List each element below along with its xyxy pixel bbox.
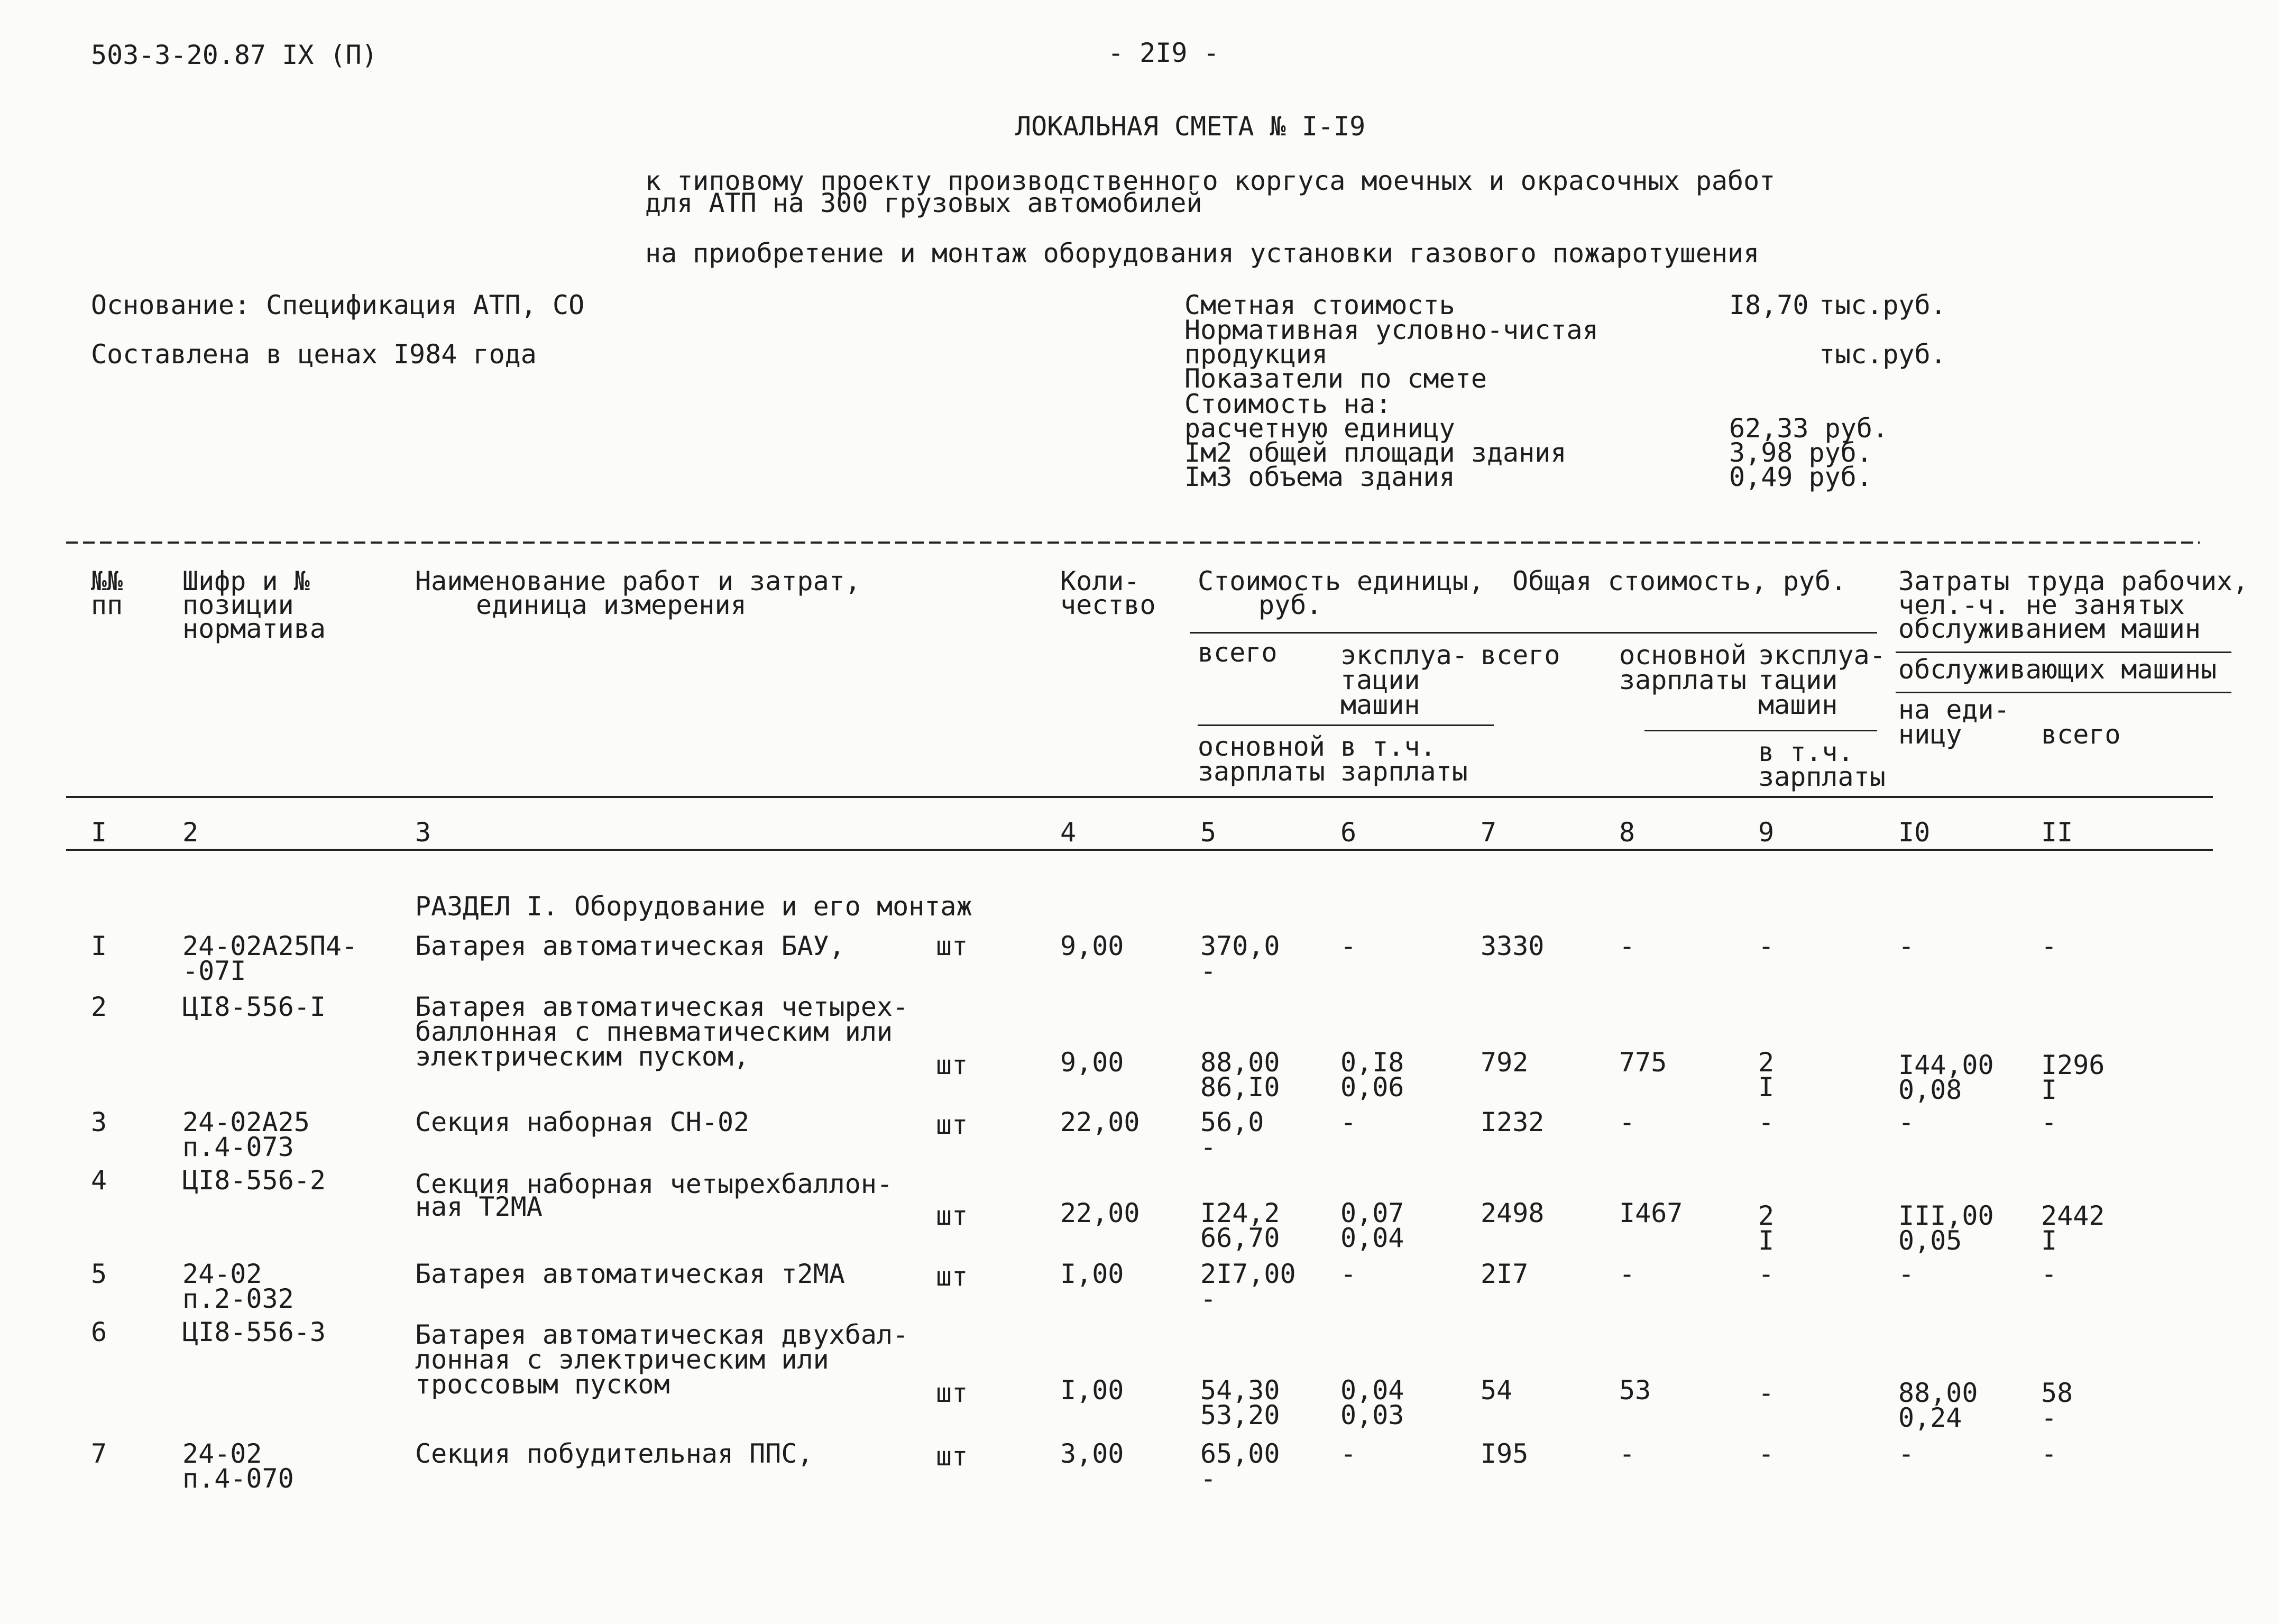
row-labor-unit: - — [1898, 1438, 1915, 1469]
cost-value: I8,70 — [1729, 290, 1809, 320]
row-unit-expl-salary: 0,04 — [1340, 1223, 1404, 1253]
row-qty: 22,00 — [1060, 1107, 1140, 1137]
row-total-salary: 775 — [1619, 1047, 1667, 1078]
row-unit-salary: 66,70 — [1200, 1223, 1280, 1253]
labor-header-underline — [1896, 652, 2231, 653]
row-labor-total: - — [2041, 1438, 2057, 1469]
header-bottom-rule — [66, 796, 2213, 798]
row-unit-expl: 0,04 — [1340, 1375, 1404, 1406]
col-header-labor-2: чел.-ч. не занятых — [1898, 590, 2185, 620]
row-labor-unit: I44,00 — [1898, 1050, 1994, 1080]
row-code: 24-02 — [182, 1259, 262, 1289]
row-unit-salary: - — [1200, 1132, 1217, 1162]
row-unit-total: I24,2 — [1200, 1198, 1280, 1228]
row-unit: шт — [936, 931, 968, 961]
col-header-10-per-unit-2: ницу — [1898, 719, 1962, 750]
labor-subheader-underline — [1896, 692, 2231, 693]
row-name-2: баллонная с пневматическим или — [415, 1016, 893, 1047]
row-labor-total-machines: - — [2041, 1402, 2057, 1433]
row-unit-total: 56,0 — [1200, 1107, 1264, 1137]
column-numbers-rule — [66, 849, 2213, 851]
row-labor-unit-machines: 0,05 — [1898, 1225, 1962, 1256]
indicators-label: Показатели по смете — [1184, 363, 1487, 394]
row-name: Батарея автоматическая БАУ, — [415, 931, 845, 961]
col-header-code: Шифр и № — [182, 566, 310, 597]
row-total: 3330 — [1481, 931, 1545, 961]
row-unit-total: 2I7,00 — [1200, 1259, 1296, 1289]
row-name: Батарея автоматическая двухбал- — [415, 1319, 909, 1350]
row-unit: шт — [936, 1378, 968, 1408]
col-number: 7 — [1481, 817, 1497, 848]
row-name-3: троссовым пуском — [415, 1369, 670, 1400]
row-unit-total: 88,00 — [1200, 1047, 1280, 1078]
col-header-9-expl-2: тации — [1758, 665, 1838, 695]
row-unit-expl: 0,07 — [1340, 1198, 1404, 1228]
col-header-qty-2: чество — [1060, 590, 1156, 620]
row-total-salary: I467 — [1619, 1198, 1683, 1228]
col-number: 3 — [415, 817, 431, 848]
section-title: РАЗДЕЛ I. Оборудование и его монтаж — [415, 891, 972, 922]
row-name: Секция наборная СН-02 — [415, 1107, 750, 1137]
col-header-total-cost: Общая стоимость, руб. — [1512, 566, 1847, 597]
col-header-5-total: всего — [1198, 637, 1278, 668]
row-total-expl-salary: I — [1758, 1225, 1775, 1256]
row-number: 2 — [91, 992, 107, 1022]
row-number: 4 — [91, 1165, 107, 1196]
row-total: 2I7 — [1481, 1259, 1529, 1289]
row-qty: I,00 — [1060, 1259, 1124, 1289]
col-header-10-per-unit: на еди- — [1898, 694, 2010, 725]
row-name: Секция побудительная ППС, — [415, 1438, 813, 1469]
row-unit-total: 370,0 — [1200, 931, 1280, 961]
col-header-number-2: пп — [91, 590, 123, 620]
row-labor-unit: III,00 — [1898, 1200, 1994, 1231]
col-number: II — [2041, 817, 2073, 848]
unit-label: расчетную единицу — [1184, 413, 1455, 444]
cost-per-label: Стоимость на: — [1184, 389, 1392, 419]
row-labor-total: 58 — [2041, 1378, 2073, 1408]
row-total-expl: - — [1758, 1438, 1775, 1469]
row-labor-unit-machines: 0,24 — [1898, 1402, 1962, 1433]
col-header-code-3: норматива — [182, 613, 326, 644]
row-number: 5 — [91, 1259, 107, 1289]
norm-label-1: Нормативная условно-чистая — [1184, 315, 1598, 345]
norm-label-2: продукция — [1184, 339, 1328, 370]
col-header-6-incl: в т.ч. — [1340, 731, 1436, 762]
col-header-labor-3: обслуживанием машин — [1898, 613, 2201, 644]
unit-value: 62,33 руб. — [1729, 413, 1889, 444]
col-header-5-salary: основной — [1198, 731, 1325, 762]
row-unit: шт — [936, 1109, 968, 1140]
row-unit-salary: - — [1200, 1463, 1217, 1494]
row-unit-expl: 0,I8 — [1340, 1047, 1404, 1078]
col-header-unit-cost: Стоимость единицы, — [1198, 566, 1484, 597]
row-unit: шт — [936, 1050, 968, 1080]
row-code-2: п.4-070 — [182, 1463, 294, 1494]
col-header-name: Наименование работ и затрат, — [415, 566, 861, 597]
unit-cost-split-rule — [1198, 724, 1494, 726]
row-name: Батарея автоматическая т2МА — [415, 1259, 845, 1289]
col-header-labor: Затраты труда рабочих, — [1898, 566, 2249, 597]
row-total-expl: - — [1758, 931, 1775, 961]
col-header-11-total: всего — [2041, 719, 2121, 750]
col-number: 8 — [1619, 817, 1635, 848]
col-header-8-salary-2: зарплаты — [1619, 665, 1747, 695]
row-labor-total: 2442 — [2041, 1200, 2105, 1231]
row-number: 6 — [91, 1317, 107, 1347]
row-qty: 22,00 — [1060, 1198, 1140, 1228]
col-number: I — [91, 817, 107, 848]
row-labor-total-machines: I — [2041, 1075, 2057, 1105]
cost-unit: тыс.руб. — [1819, 290, 1946, 320]
subtitle-line-3: на приобретение и монтаж оборудования установки газового пожаротушения — [645, 238, 1760, 269]
col-number: 6 — [1340, 817, 1357, 848]
row-unit-expl: - — [1340, 1107, 1357, 1137]
row-name: Секция наборная четырехбаллон- — [415, 1169, 893, 1199]
col-header-6-expl-2: тации — [1340, 665, 1420, 695]
row-unit-salary: 86,I0 — [1200, 1072, 1280, 1103]
col-header-labor-4: обслуживающих машины — [1898, 654, 2217, 685]
row-total: 54 — [1481, 1375, 1513, 1406]
row-code-2: п.2-032 — [182, 1283, 294, 1314]
page-title: ЛОКАЛЬНАЯ СМЕТА № I-I9 — [1015, 111, 1366, 142]
row-code: ЦI8-556-2 — [182, 1165, 326, 1196]
row-code: ЦI8-556-I — [182, 992, 326, 1022]
row-labor-unit: - — [1898, 931, 1915, 961]
col-header-5-salary-2: зарплаты — [1198, 756, 1325, 787]
cost-label: Сметная стоимость — [1184, 290, 1455, 320]
row-total-salary: - — [1619, 931, 1635, 961]
row-qty: I,00 — [1060, 1375, 1124, 1406]
row-code: 24-02А25П4- — [182, 931, 358, 961]
prices-year-line: Составлена в ценах I984 года — [91, 339, 537, 370]
row-name-3: электрическим пуском, — [415, 1041, 750, 1072]
basis-line: Основание: Спецификация АТП, СО — [91, 290, 585, 320]
row-total-expl: - — [1758, 1259, 1775, 1289]
doc-code: 503-3-20.87 IX (П) — [91, 40, 378, 70]
volume-label: Iм3 объема здания — [1184, 462, 1455, 492]
col-header-code-2: позиции — [182, 590, 294, 620]
row-code: ЦI8-556-3 — [182, 1317, 326, 1347]
row-unit: шт — [936, 1200, 968, 1231]
row-unit: шт — [936, 1261, 968, 1292]
col-number: 4 — [1060, 817, 1077, 848]
col-header-9-incl: в т.ч. — [1758, 737, 1854, 767]
row-labor-unit: 88,00 — [1898, 1378, 1978, 1408]
area-label: Iм2 общей площади здания — [1184, 437, 1567, 468]
row-labor-unit: - — [1898, 1107, 1915, 1137]
unit-total-cost-underline — [1190, 632, 1877, 634]
row-labor-total: - — [2041, 931, 2057, 961]
col-header-6-incl-2: зарплаты — [1340, 756, 1468, 787]
row-labor-total: I296 — [2041, 1050, 2105, 1080]
row-total-salary: 53 — [1619, 1375, 1651, 1406]
col-header-unit-cost-2: руб. — [1258, 590, 1322, 620]
row-code-2: -07I — [182, 956, 246, 986]
row-total-expl: - — [1758, 1378, 1775, 1408]
row-unit-expl-salary: 0,03 — [1340, 1400, 1404, 1430]
row-code-2: п.4-073 — [182, 1132, 294, 1162]
row-name-2: лонная с электрическим или — [415, 1344, 829, 1375]
col-header-9-expl-3: машин — [1758, 690, 1838, 720]
col-number: 2 — [182, 817, 199, 848]
row-unit-expl: - — [1340, 1259, 1357, 1289]
norm-unit: тыс.руб. — [1819, 339, 1946, 370]
row-total-expl: 2 — [1758, 1200, 1775, 1231]
col-header-9-incl-2: зарплаты — [1758, 761, 1886, 792]
row-code: 24-02А25 — [182, 1107, 310, 1137]
page-number: - 2I9 - — [1108, 38, 1219, 68]
row-total: 2498 — [1481, 1198, 1545, 1228]
row-qty: 9,00 — [1060, 931, 1124, 961]
row-qty: 3,00 — [1060, 1438, 1124, 1469]
area-value: 3,98 руб. — [1729, 437, 1872, 468]
col-number: 9 — [1758, 817, 1775, 848]
row-number: 7 — [91, 1438, 107, 1469]
row-labor-total: - — [2041, 1107, 2057, 1137]
row-unit-expl: - — [1340, 1438, 1357, 1469]
row-name-2: ная Т2МА — [415, 1191, 543, 1222]
col-header-name-2: единица измерения — [476, 590, 747, 620]
row-labor-total: - — [2041, 1259, 2057, 1289]
col-number: 5 — [1200, 817, 1217, 848]
col-header-7-total: всего — [1481, 640, 1560, 671]
subtitle-line-2: для АТП на 300 грузовых автомобилей — [645, 188, 1202, 218]
row-total: I95 — [1481, 1438, 1529, 1469]
col-header-qty: Коли- — [1060, 566, 1140, 597]
row-unit-total: 65,00 — [1200, 1438, 1280, 1469]
row-qty: 9,00 — [1060, 1047, 1124, 1078]
total-cost-split-rule — [1644, 730, 1877, 731]
row-labor-unit: - — [1898, 1259, 1915, 1289]
row-total-salary: - — [1619, 1438, 1635, 1469]
row-total-expl: 2 — [1758, 1047, 1775, 1078]
col-header-6-expl-3: машин — [1340, 690, 1420, 720]
row-total-expl-salary: I — [1758, 1072, 1775, 1103]
row-code: 24-02 — [182, 1438, 262, 1469]
row-total: 792 — [1481, 1047, 1529, 1078]
col-header-6-expl: эксплуа- — [1340, 640, 1468, 671]
row-name: Батарея автоматическая четырех- — [415, 992, 909, 1022]
row-labor-total-machines: I — [2041, 1225, 2057, 1256]
row-unit-expl-salary: 0,06 — [1340, 1072, 1404, 1103]
subtitle-line-1: к типовому проекту производственного коргуса моечных и окрасочных работ — [645, 166, 1776, 196]
row-unit-salary: 53,20 — [1200, 1400, 1280, 1430]
volume-value: 0,49 руб. — [1729, 462, 1872, 492]
row-unit-expl: - — [1340, 931, 1357, 961]
table-top-rule — [66, 542, 2200, 544]
row-total-salary: - — [1619, 1259, 1635, 1289]
row-number: 3 — [91, 1107, 107, 1137]
col-header-9-expl: эксплуа- — [1758, 640, 1886, 671]
row-labor-unit-machines: 0,08 — [1898, 1075, 1962, 1105]
col-header-8-salary: основной — [1619, 640, 1747, 671]
row-number: I — [91, 931, 107, 961]
row-total: I232 — [1481, 1107, 1545, 1137]
row-unit-salary: - — [1200, 1283, 1217, 1314]
row-unit-salary: - — [1200, 956, 1217, 986]
row-unit: шт — [936, 1441, 968, 1472]
row-unit-total: 54,30 — [1200, 1375, 1280, 1406]
col-number: I0 — [1898, 817, 1931, 848]
row-total-salary: - — [1619, 1107, 1635, 1137]
col-header-number: №№ — [91, 566, 123, 597]
row-total-expl: - — [1758, 1107, 1775, 1137]
